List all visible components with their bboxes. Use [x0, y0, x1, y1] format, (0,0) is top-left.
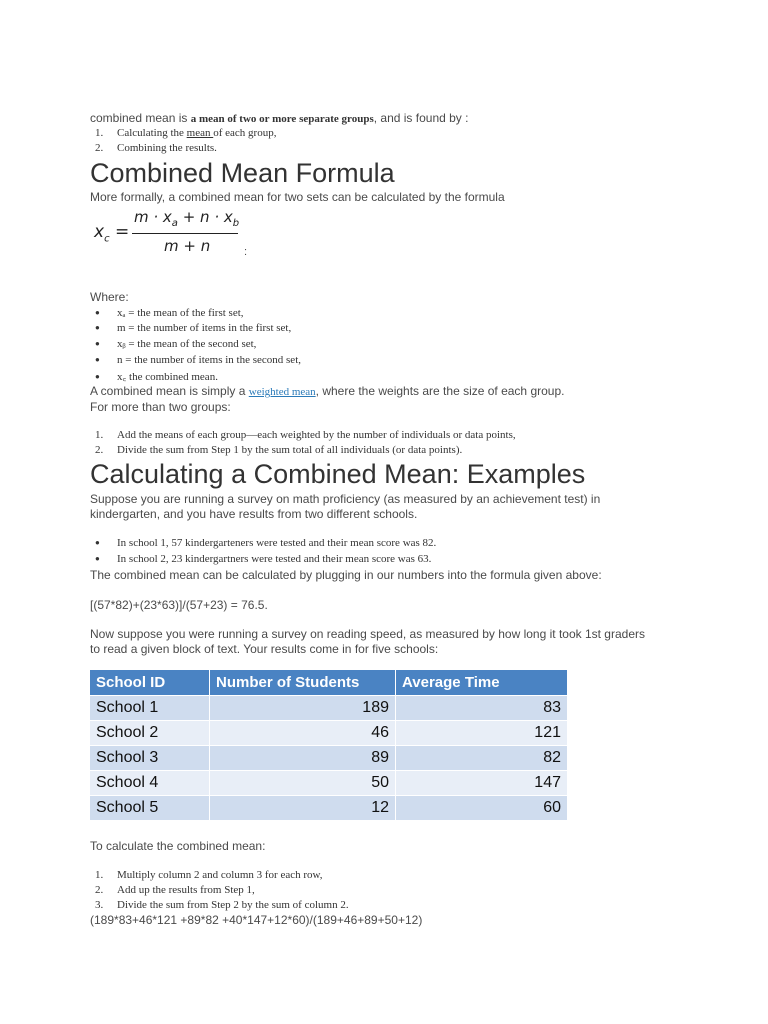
formula-fraction-bar [132, 233, 238, 234]
formula-denominator: m + n [164, 237, 211, 255]
final-expression: (189*83+46*121 +89*82 +40*147+12*60)/(189+46+89+50+12) [90, 913, 423, 927]
calc-step-3: 3. Divide the sum from Step 2 by the sum of column 2. [95, 899, 349, 911]
table-header-row [90, 670, 568, 696]
example-paragraph-2b: to read a given block of text. Your results come in for five schools: [90, 642, 439, 656]
bullet-icon: ● [95, 554, 100, 563]
more-groups-line: For more than two groups: [90, 400, 231, 414]
where-item: ● xᵦ = the mean of the second set, [95, 338, 257, 350]
intro-line [90, 111, 468, 125]
calc-step-2: 2. Add up the results from Step 1, [95, 884, 255, 896]
calc-step-1: 1. Multiply column 2 and column 3 for each row, [95, 869, 323, 881]
examples-heading: Calculating a Combined Mean: Examples [90, 459, 586, 489]
example-paragraph-2a: Now suppose you were running a survey on reading speed, as measured by how long it took 1st graders [90, 627, 645, 641]
table-row: School 1 189 83 [90, 696, 568, 721]
bullet-icon: ● [95, 323, 100, 332]
to-calc-line: To calculate the combined mean: [90, 839, 266, 853]
column-header: School ID [90, 670, 210, 696]
example-paragraph-1a: Suppose you are running a survey on math proficiency (as measured by an achievement test) in [90, 492, 601, 506]
bullet-icon: ● [95, 339, 100, 348]
column-header: Number of Students [210, 670, 396, 696]
intro-step-1: 1. Calculating the mean of each group, [95, 127, 277, 139]
weighted-mean-link[interactable]: weighted mean [248, 386, 316, 398]
formula-numerator: $m \cdot x_a + n \cdot x_b$ [134, 208, 240, 229]
more-step-2: 2. Divide the sum from Step 1 by the sum total of all individuals (or data points). [95, 444, 463, 456]
intro-suffix: , and is found by : [373, 111, 469, 125]
column-header: Average Time [396, 670, 568, 696]
intro-step-2: 2. Combining the results. [95, 142, 217, 154]
table-row: School 3 89 82 [90, 746, 568, 771]
formula-lhs: $x_c$ = [94, 222, 130, 245]
weighted-mean-line: A combined mean is simply a weighted mean, where the weights are the size of each group. [90, 384, 565, 398]
mean-link[interactable]: mean [186, 127, 214, 139]
example-bullet: ● In school 1, 57 kindergarteners were tested and their mean score was 82. [95, 537, 437, 549]
where-item: ● n = the number of items in the second set, [95, 354, 301, 366]
table-row: School 2 46 121 [90, 721, 568, 746]
combined-mean-formula [94, 208, 254, 258]
table-row: School 4 50 147 [90, 771, 568, 796]
example-paragraph-1b: kindergarten, and you have results from two different schools. [90, 507, 418, 521]
bullet-icon: ● [95, 355, 100, 364]
where-label: Where: [90, 290, 129, 304]
schools-table [90, 670, 568, 820]
plug-in-line: The combined mean can be calculated by plugging in our numbers into the formula given above: [90, 568, 602, 582]
table-row: School 5 12 60 [90, 796, 568, 821]
where-item: ● xₐ = the mean of the first set, [95, 307, 244, 319]
where-item: ● m = the number of items in the first set, [95, 322, 292, 334]
intro-prefix: combined mean is [90, 111, 191, 125]
bullet-icon: ● [95, 372, 100, 381]
formula-lead: More formally, a combined mean for two sets can be calculated by the formula [90, 190, 505, 204]
bullet-icon: ● [95, 538, 100, 547]
bullet-icon: ● [95, 308, 100, 317]
example-bullet: ● In school 2, 23 kindergartners were tested and their mean score was 63. [95, 553, 432, 565]
where-item: ● x꜀ the combined mean. [95, 371, 218, 383]
more-step-1: 1. Add the means of each group—each weighted by the number of individuals or data points, [95, 429, 516, 441]
calc-line: [(57*82)+(23*63)]/(57+23) = 76.5. [90, 598, 268, 612]
intro-bold: a mean of two or more separate groups [190, 113, 374, 125]
formula-trail: : [244, 246, 248, 258]
formula-heading: Combined Mean Formula [90, 158, 395, 188]
